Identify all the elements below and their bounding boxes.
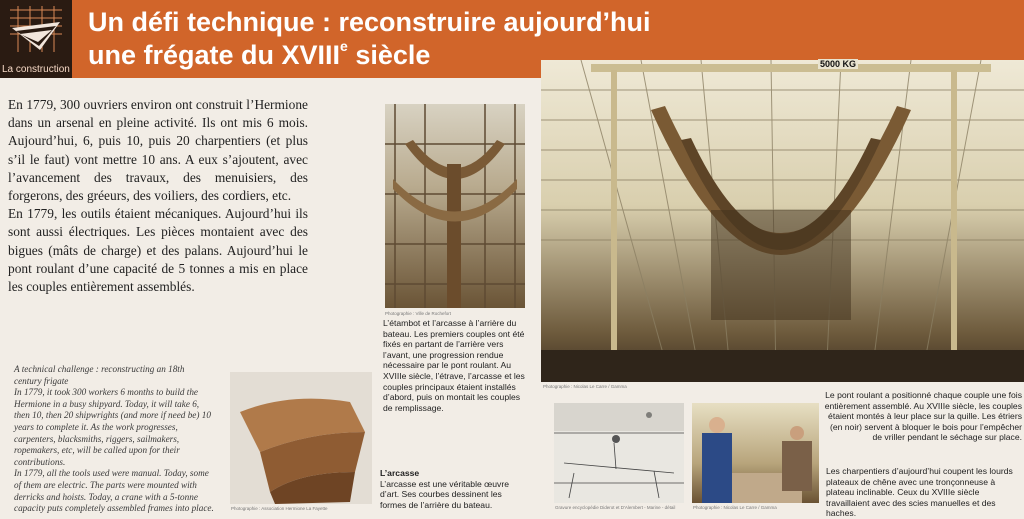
arcasse-caption [380,468,530,510]
arcasse-caption-title: L’arcasse [380,468,420,478]
hull-frames-illustration [541,60,1024,382]
french-paragraph: En 1779, les outils étaient mécaniques. Aujourd’hui ils sont aussi électriques. Les pièces montaient avec des bigues (mâts de charge) et des palans. Aujourd’hui le pont roulant d’une capacité de 5 tonnes a mis en place les couples entièrement assemblés. [8,206,308,295]
french-body-text [8,96,308,296]
photo-credit: Photographie : Nicolas Le Carre / Gamma [693,505,777,510]
crane-caption: Le pont roulant a positionné chaque couple une fois entièrement assemblé. Au XVIIIe siècle, les couples étaient montés à leur place sur la quille. Les étriers (en noir) servent à bloquer le bois pour l’empêcher de vriller pendant le séchage sur place. [824,390,1022,443]
stern-caption: L’étambot et l’arcasse à l’arrière du bateau. Les premiers couples ont été fixés en partant de l’arrière vers l’avant, une progression rendue nécessaire par le pont roulant. Au XVIIIe siècle, l’étrave, l’arcasse et les couples principaux étaient installés d’abord, puis on montait les couples de remplissage. [383,318,525,413]
workers-caption: Les charpentiers d’aujourd’hui coupent les lourds plateaux de chêne avec une tronçonneuse à plateau inclinable. Ceux du XVIIIe siècle travaillaient avec des scies manuelles et des haches. [826,466,1013,519]
title-line-1: Un défi technique : reconstruire aujourd’hui [88,7,651,37]
section-label: La construction [2,64,70,75]
photo-credit: Photographie : Nicolas Le Carre / Gamma [543,384,627,389]
title-line-2-main: une frégate du XVIII [88,40,341,70]
english-paragraph: In 1779, it took 300 workers 6 months to build the Hermione in a busy shipyard. Today, it will take 6, then 10, then 20 shipwrights (and more if need be) 10 years to complete it. As the work progresses, carpenters, blacksmiths, riggers, sailmakers, ropemakers, etc, will be called upon for their contributions. [14,387,211,467]
english-paragraph: In 1779, all the tools used were manual. Today, some of them are electric. The parts were mounted with derricks and hoists. Today, a crane with a 5-tonne capacity puts completely assembled frames into place. [14,468,214,514]
arcasse-caption-text: L’arcasse est une véritable œuvre d’art. Ses courbes dessinent les formes de l’arrière du bateau. [380,478,509,510]
workers-illustration [692,403,819,503]
french-paragraph: En 1779, 300 ouvriers environ ont construit l’Hermione dans un arsenal en pleine activité. Ils ont mis 6 mois. Aujourd’hui, 6, puis 10, puis 20 charpentiers (et plus s’il le faut) vont mettre 10 ans. A eux s’ajoutent, avec l’avancement des travaux, des menuisiers, des forgerons, des gréeurs, des voiliers, des cordiers, etc. [8,97,308,204]
crane-capacity-label: 5000 KG [820,59,857,69]
workers-photo [692,403,819,503]
english-body-text [14,364,214,515]
hangar-photo [541,60,1024,382]
section-logo [0,0,72,78]
title-line-2-end: siècle [347,40,431,70]
stern-photo [385,104,525,308]
hull-frame-icon [6,4,66,56]
title-superscript: e [340,38,348,54]
arcasse-photo [230,372,372,504]
stern-frame-illustration [385,104,525,308]
arcasse-wood-illustration [230,372,372,504]
engraving-credit: Gravure encyclopédie Diderot et D'Alembert - Marine - détail [555,505,676,510]
engraving-image [554,403,684,503]
engraving-illustration [554,403,684,503]
photo-credit: Photographie : Ville de Rochefort [385,311,451,316]
photo-credit: Photographie : Association Hermione La Fayette [231,506,328,511]
english-heading: A technical challenge : reconstructing an 18th century frigate [14,364,185,386]
